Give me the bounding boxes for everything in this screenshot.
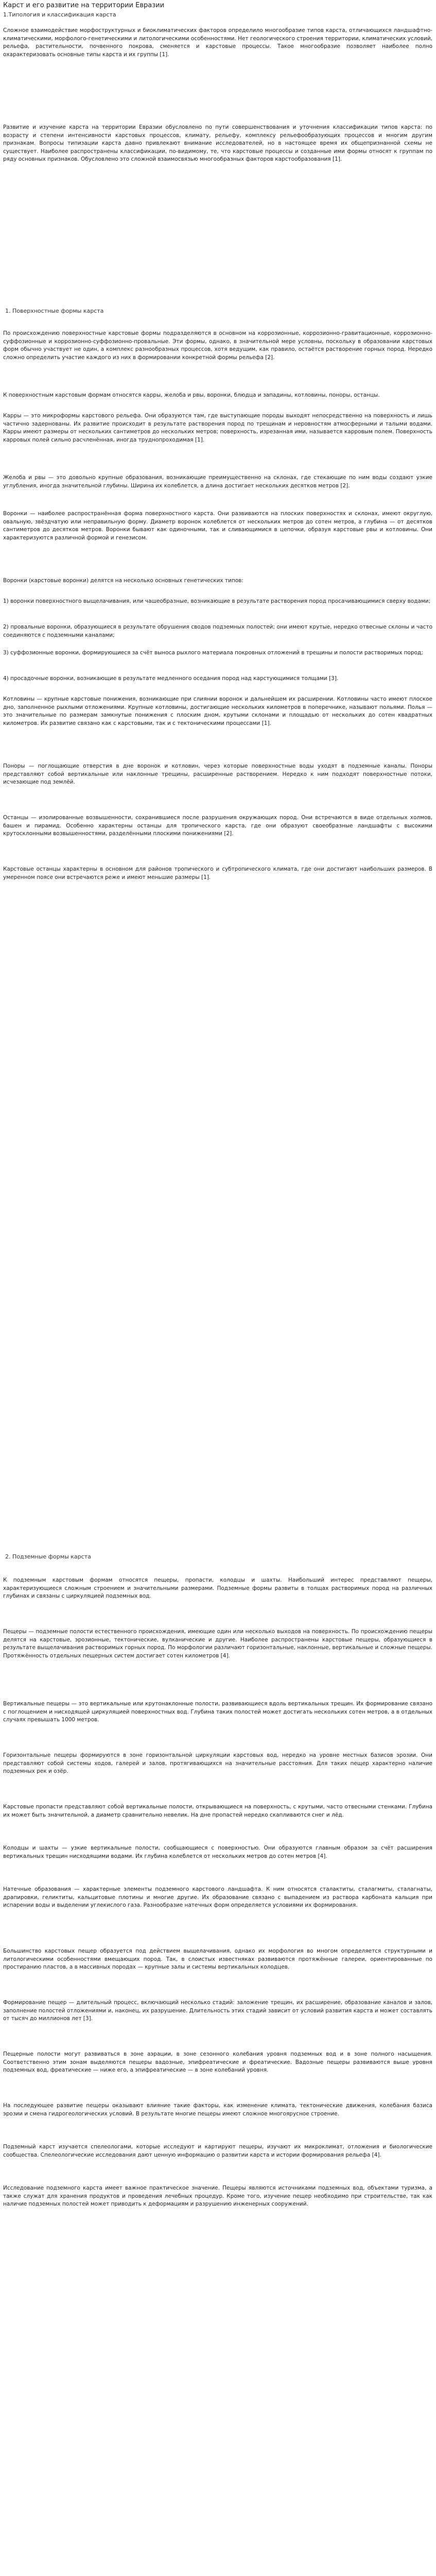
paragraph: Вертикальные пещеры — это вертикальные или крутонаклонные полости, развивающиеся вдоль вертикальных трещин. Их формирование связано с поглощением и нисходящей циркуляцией поверхностных вод. Глубина таких полостей может достигать нескольких сотен метров, а в отдельных случаях превышать 1000 метров. xyxy=(3,1701,432,1723)
paragraph: Подземный карст изучается спелеологами, которые исследуют и картируют пещеры, изучают их микроклимат, отложения и биологические сообщества. Спелеологические исследования дают ценную информацию о развитии карста и истории формирования рельефа [4]. xyxy=(3,2144,432,2158)
paragraph: 1) воронки поверхностного выщелачивания, или чашеобразные, возникающие в результате растворения пород просачивающимися сверху водами; xyxy=(3,598,431,604)
paragraph: Котловины — крупные карстовые понижения, возникающие при слиянии воронок и дальнейшем их расширении. Котловины часто имеют плоское дно, заполненное рыхлыми отложениями. Крупные котловины, достигающие нескольких километров в поперечнике, называют польями. Полья — это значительные по размерам замкнутые понижения с плоским дном, крутыми склонами и площадью от нескольких до сотен квадратных километров. Их развитие связано как с карстовыми, так и с тектоническими процессами [1]. xyxy=(3,696,432,726)
paragraph: На последующее развитие пещеры оказывают влияние такие факторы, как изменение климата, тектонические движения, колебания базиса эрозии и смена гидрогеологических условий. В результате многие пещеры имеют сложное многоярусное строение. xyxy=(3,2103,432,2117)
paragraph: Формирование пещер — длительный процесс, включающий несколько стадий: заложение трещин, их расширение, образование каналов и залов, заполнение полостей отложениями и, наконец, их разрушение. Длительность этих стадий зависит от условий развития карста и может составлять от тысяч до миллионов лет [3]. xyxy=(3,1999,432,2022)
paragraph: Желоба и рвы — это довольно крупные образования, возникающие преимущественно на склонах, где стекающие по ним воды создают узкие углубления, иногда значительной глубины. Ширина их колеблется, а длина достигает нескольких десятков метров [2]. xyxy=(3,474,432,489)
paragraph: Большинство карстовых пещер образуется под действием выщелачивания, однако их морфология во многом определяется структурными и литологическими особенностями вмещающих пород. Так, в слоистых известняках развиваются протяжённые галереи, ориентированные по простиранию пластов, а в массивных породах — крупные залы и системы вертикальных колодцев. xyxy=(3,1948,432,1971)
paragraph: Карстовые пропасти представляют собой вертикальные полости, открывающиеся на поверхность, с крутыми, часто отвесными стенками. Глубина их может быть значительной, а диаметр сравнительно невелик. На дне пропастей нередко скапливаются снег и лёд. xyxy=(3,1804,432,1818)
paragraph: Натечные образования — характерные элементы подземного карстового ландшафта. К ним относятся сталактиты, сталагмиты, сталагнаты, драпировки, геликтиты, кальцитовые плотины и многие другие. Их образование связано с выпадением из раствора карбоната кальция при испарении воды и выделении углекислого газа. Разнообразие натечных форм определяется условиями их формирования. xyxy=(3,1886,432,1909)
paragraph: 4) просадочные воронки, возникающие в результате медленного оседания пород над карстующимися толщами [3]. xyxy=(3,675,339,682)
paragraph: Воронки (карстовые воронки) делятся на несколько основных генетических типов: xyxy=(3,578,243,584)
paragraph: 3) суффозионные воронки, формирующиеся за счёт выноса рыхлого материала покровных отложений в трещины и полости растворимых пород; xyxy=(3,650,423,656)
paragraph: Развитие и изучение карста на территории Евразии обусловлено по пути совершенствования и уточнения классификации типов карста: по возрасту и степени интенсивности карстовых процессов, климату, рельефу, комплексу рельефообразующих процессов и многим другим признакам. Вопросы типизации карста давно привлекают внимание исследователей, но в настоящее время их общепризнанной схемы не существует. Наиболее распространены классификации, по-видимому, те, что карстовые процессы и созданные ими формы относят к группам по ряду основных признаков. Обусловлено это сложной взаимосвязью многообразных факторов карстообразования [1]. xyxy=(3,124,432,163)
paragraph: Колодцы и шахты — узкие вертикальные полости, сообщающиеся с поверхностью. Они образуются главным образом за счёт расширения вертикальных трещин нисходящими водами. Их глубина колеблется от нескольких метров до сотен метров [4]. xyxy=(3,1845,432,1859)
paragraph: Поноры — поглощающие отверстия в дне воронок и котловин, через которые поверхностные воды уходят в подземные каналы. Поноры представляют собой вертикальные или наклонные трещины, расширенные растворением. Нередко к ним подходят поверхностные потоки, исчезающие под землёй. xyxy=(3,763,432,786)
paragraph: Сложное взаимодействие морфоструктурных и биоклиматических факторов определило многообразие типов карста, отличающихся ландшафтно-климатическими, морфолого-генетическими и литологическими особенностями. Нет геологического строения территории, климатических условий, рельефа, растительности, почвенного покрова, сменяется и карстовые процессы. Такое многообразие позволяет наиболее полно охарактеризовать основные типы карста и их группы [1]. xyxy=(3,27,432,58)
paragraph: Останцы — изолированные возвышенности, сохранившиеся после разрушения окружающих пород. Они встречаются в виде отдельных холмов, башен и пирамид. Особенно характерны останцы для тропического карста, где они образуют своеобразные ландшафты с высокими крутосклонными возвышенностями, разделёнными плоскими понижениями [2]. xyxy=(3,815,432,837)
paragraph: Пещерные полости могут развиваться в зоне аэрации, в зоне сезонного колебания уровня подземных вод и в зоне полного насыщения. Соответственно этим зонам выделяются пещеры вадозные, эпифреатические и фреатические. Вадозные пещеры развиваются выше уровня подземных вод, фреатические — ниже его, а эпифреатические — в зоне колебаний уровня. xyxy=(3,2051,432,2074)
paragraph: Воронки — наиболее распространённая форма поверхностного карста. Они развиваются на плоских поверхностях и склонах, имеют округлую, овальную, звёздчатую или неправильную форму. Диаметр воронок колеблется от нескольких метров до сотен метров, а глубина — от десятков сантиметров до десятков метров. Воронки бывают как одиночными, так и сливающимися в цепочки, образуя карстовые рвы и котловины. Они характеризуются различной формой и генезисом. xyxy=(3,511,432,541)
document-subtitle: 1.Типология и классификация карста xyxy=(3,11,116,18)
paragraph: Карстовые останцы характерны в основном для районов тропического и субтропического климата, где они достигают наибольших размеров. В умеренном поясе они встречаются реже и имеют меньшие размеры [1]. xyxy=(3,866,432,880)
paragraph: Горизонтальные пещеры формируются в зоне горизонтальной циркуляции карстовых вод, нередко на уровне местных базисов эрозии. Они представляют собой системы ходов, галерей и залов, протягивающихся на значительные расстояния. Для таких пещер характерно наличие подземных рек и озёр. xyxy=(3,1752,432,1775)
paragraph: Пещеры — подземные полости естественного происхождения, имеющие один или несколько выходов на поверхность. По происхождению пещеры делятся на карстовые, эрозионные, тектонические, вулканические и другие. Наиболее распространены карстовые пещеры, образующиеся в результате выщелачивания растворимых горных пород. По морфологии различают горизонтальные, наклонные, вертикальные и сложные пещеры. Протяжённость отдельных пещерных систем достигает сотен километров [4]. xyxy=(3,1629,432,1659)
paragraph: К поверхностным карстовым формам относятся карры, желоба и рвы, воронки, блюдца и западины, котловины, поноры, останцы. xyxy=(3,392,380,398)
section-heading-surface: 1. Поверхностные формы карста xyxy=(5,308,104,314)
paragraph: Карры — это микроформы карстового рельефа. Они образуются там, где выступающие породы выходят непосредственно на поверхность и лишь частично задернованы. Их развитие происходит в результате растворения пород по трещинам и неровностям атмосферными и талыми водами. Карры имеют размеры от нескольких сантиметров до нескольких метров; поверхность, изрезанная ими, называется карровым полем. Поверхность карровых полей сильно расчленённая, иногда труднопроходимая [1]. xyxy=(3,413,432,443)
paragraph: К подземным карстовым формам относятся пещеры, пропасти, колодцы и шахты. Наибольший интерес представляют пещеры, характеризующиеся сложным строением и значительными размерами. Подземные формы развиты в толщах растворимых пород на различных глубинах и связаны с циркуляцией подземных вод. xyxy=(3,1577,432,1600)
paragraph: Исследование подземного карста имеет важное практическое значение. Пещеры являются источниками подземных вод, объектами туризма, а также служат для хранения продуктов и проведения лечебных процедур. Кроме того, изучение пещер необходимо при строительстве, так как наличие подземных полостей может приводить к деформациям и разрушению инженерных сооружений. xyxy=(3,2185,432,2208)
paragraph: По происхождению поверхностные карстовые формы подразделяются в основном на коррозионные, коррозионно-гравитационные, коррозионно-суффозионные и коррозионно-суффозионно-провальные. Эти формы, однако, в значительной мере условны, поскольку в образовании карстовых форм обычно участвует не один, а комплекс разнообразных процессов, хотя ведущим, как правило, остаётся растворение горных пород. Нередко сложно определить участие каждого из них в формировании конкретной формы рельефа [2]. xyxy=(3,330,432,361)
document-title: Карст и его развитие на территории Евразии xyxy=(3,2,165,9)
section-heading-underground: 2. Подземные формы карста xyxy=(5,1553,91,1560)
paragraph: 2) провальные воронки, образующиеся в результате обрушения сводов подземных полостей; они имеют крутые, нередко отвесные склоны и часто соединяются с подземными каналами; xyxy=(3,624,432,638)
